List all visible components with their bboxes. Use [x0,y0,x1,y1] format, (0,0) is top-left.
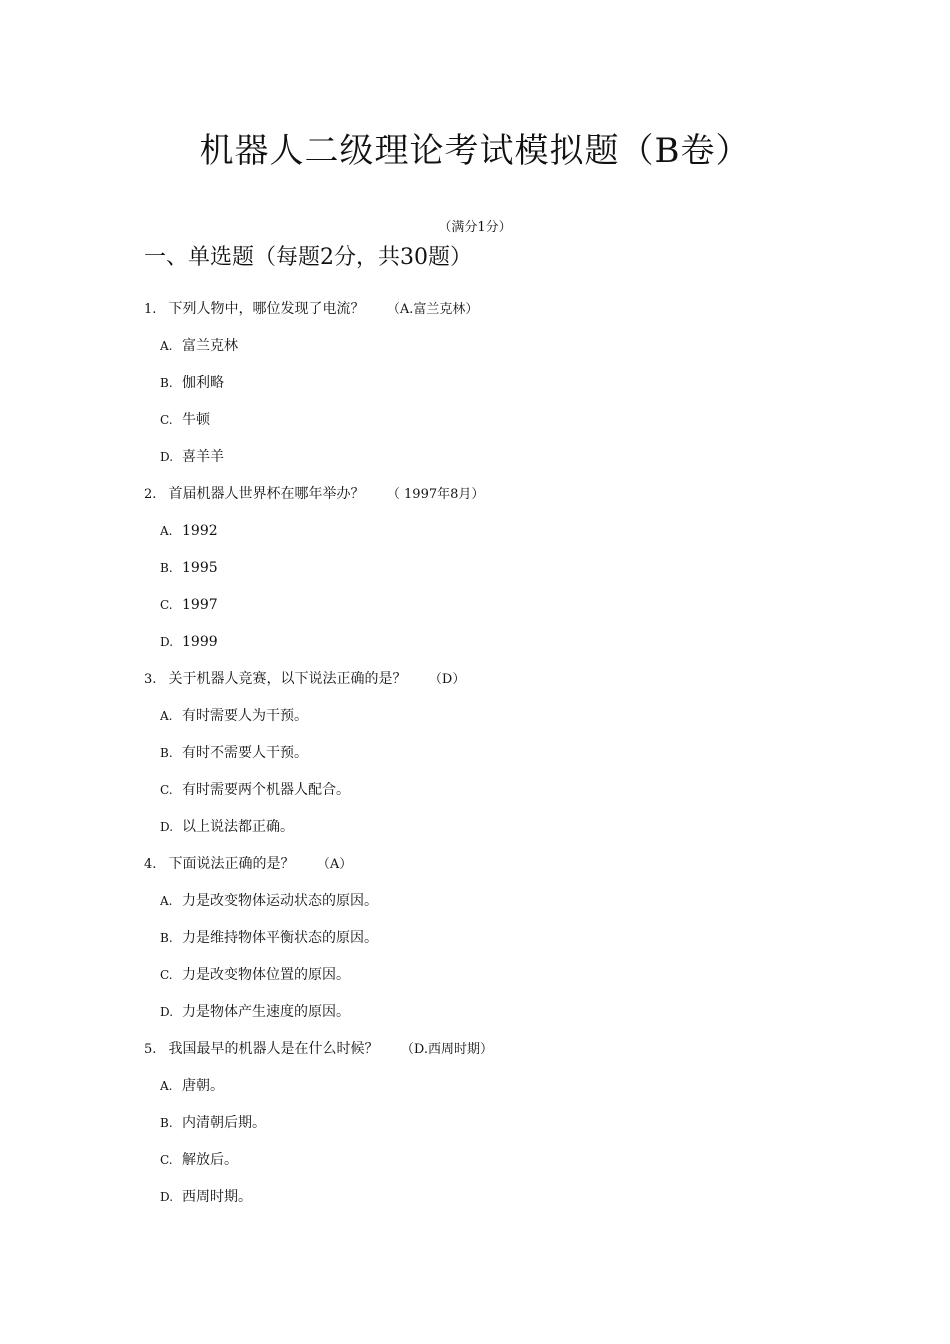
option-c [0,587,950,624]
option-letter: C. [160,968,173,982]
option-b [0,920,950,957]
question-number: 1. [144,302,157,317]
question-3 [0,661,950,846]
option-a [0,513,950,550]
option-text: 1999 [182,634,218,650]
question-text: 关于机器人竞赛，以下说法正确的是？ [168,671,407,687]
option-letter: A. [160,524,173,538]
option-c [0,957,950,994]
page-title: 机器人二级理论考试模拟题（B卷） [199,131,751,171]
option-a [0,328,950,365]
option-c [0,402,950,439]
option-text: 内清朝后期。 [182,1115,266,1131]
option-text: 有时需要两个机器人配合。 [182,782,350,798]
option-letter: D. [160,820,174,834]
option-letter: B. [160,746,173,760]
question-number: 4. [144,857,157,872]
option-a [0,1068,950,1105]
option-letter: B. [160,931,173,945]
question-stem [0,476,950,513]
option-text: 有时不需要人干预。 [182,745,308,761]
question-text: 我国最早的机器人是在什么时候？ [168,1041,379,1057]
option-letter: D. [160,450,174,464]
option-text: 喜羊羊 [182,449,224,465]
option-text: 1992 [182,523,218,539]
option-letter: D. [160,1005,174,1019]
question-number: 2. [144,487,157,502]
question-stem [0,661,950,698]
option-text: 牛顿 [182,412,210,428]
option-a [0,698,950,735]
option-a [0,883,950,920]
option-text: 1997 [182,597,218,613]
question-text: 下面说法正确的是？ [168,856,295,872]
option-b [0,550,950,587]
question-stem [0,1031,950,1068]
option-c [0,772,950,809]
option-b [0,1105,950,1142]
option-letter: A. [160,709,173,723]
option-d [0,1179,950,1216]
question-answer: （D.西周时期） [400,1042,493,1057]
option-d [0,994,950,1031]
option-letter: A. [160,339,173,353]
option-letter: C. [160,1153,173,1167]
question-text: 首届机器人世界杯在哪年举办？ [168,486,365,502]
score-note: （满分1分） [438,220,512,235]
option-letter: D. [160,1190,174,1204]
option-letter: C. [160,413,173,427]
option-d [0,624,950,661]
option-c [0,1142,950,1179]
option-letter: B. [160,561,173,575]
option-text: 伽利略 [182,375,224,391]
question-answer: （A） [316,857,353,872]
option-b [0,735,950,772]
option-text: 1995 [182,560,218,576]
option-b [0,365,950,402]
question-2 [0,476,950,661]
question-4 [0,846,950,1031]
option-text: 力是物体产生速度的原因。 [182,1004,350,1020]
option-letter: C. [160,598,173,612]
question-1 [0,291,950,476]
option-letter: B. [160,1116,173,1130]
question-text: 下列人物中，哪位发现了电流？ [168,301,365,317]
option-letter: A. [160,894,173,908]
question-5 [0,1031,950,1216]
option-d [0,439,950,476]
option-text: 以上说法都正确。 [182,819,294,835]
option-text: 唐朝。 [182,1078,224,1094]
option-text: 力是维持物体平衡状态的原因。 [182,930,378,946]
question-answer: （A.富兰克林） [386,302,479,317]
option-letter: D. [160,635,174,649]
question-number: 5. [144,1042,157,1057]
question-stem [0,291,950,328]
option-text: 富兰克林 [182,338,238,354]
option-letter: A. [160,1079,173,1093]
option-text: 力是改变物体位置的原因。 [182,967,350,983]
question-answer: （ 1997年8月） [386,487,485,502]
option-text: 西周时期。 [182,1189,252,1205]
question-list [0,291,950,1216]
option-text: 有时需要人为干预。 [182,708,308,724]
section-heading: 一、单选题（每题2分，共30题） [144,245,472,270]
option-text: 力是改变物体运动状态的原因。 [182,893,378,909]
question-number: 3. [144,672,157,687]
question-answer: （D） [428,672,466,687]
question-stem [0,846,950,883]
option-text: 解放后。 [182,1152,238,1168]
option-d [0,809,950,846]
option-letter: C. [160,783,173,797]
option-letter: B. [160,376,173,390]
